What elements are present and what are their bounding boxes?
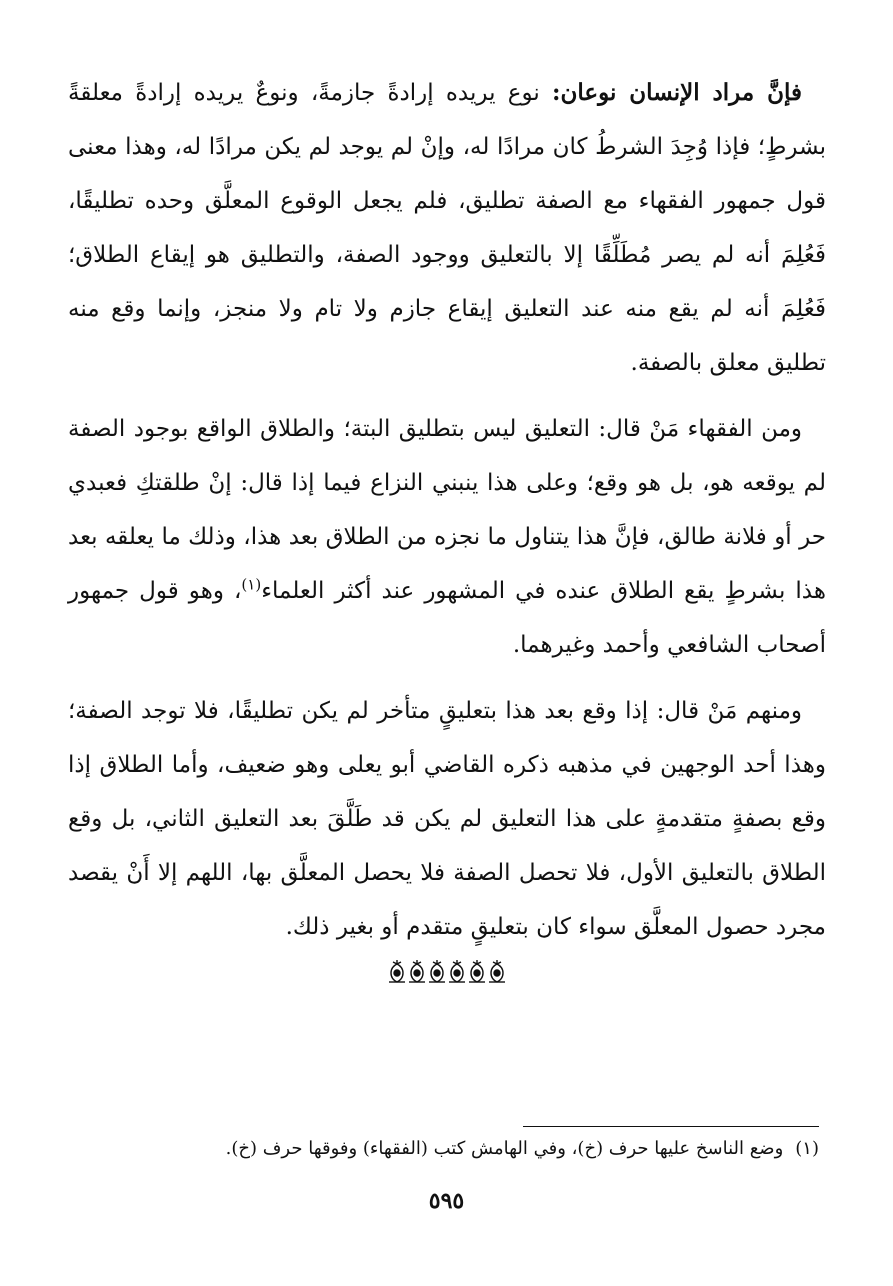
paragraph-1-lead: فإنَّ مراد الإنسان نوعان: bbox=[551, 79, 803, 106]
paragraph-2-text-after: ، وهو قول جمهور أصحاب الشافعي وأحمد وغيرهما. bbox=[68, 578, 826, 658]
footnote-reference[interactable]: (١) bbox=[241, 575, 262, 594]
paragraph-1-text: نوع يريده إرادةً جازمةً، ونوعٌ يريده إرادةً معلقةً بشرطٍ؛ فإذا وُجِدَ الشرطُ كان مرادًا له، وإنْ لم يوجد لم يكن مرادًا له، وهذا معنى قول جمهور الفقهاء مع الصفة تطليق، فلم يجعل الوقوع المعلَّق وحده تطليقًا، فَعُلِمَ أنه لم يصر مُطَلِّقًا إلا بالتعليق ووجود الصفة، والتطليق هو إيقاع الطلاق؛ فَعُلِمَ أنه لم يقع منه عند التعليق إيقاع جازم ولا تام ولا منجز، وإنما وقع منه تطليق معلق بالصفة. bbox=[68, 80, 826, 376]
footnote-text: وضع الناسخ عليها حرف (خ)، وفي الهامش كتب (الفقهاء) وفوقها حرف (خ). bbox=[225, 1138, 784, 1159]
paragraph-1 bbox=[68, 66, 826, 390]
paragraph-3-text: ومنهم مَنْ قال: إذا وقع بعد هذا بتعليقٍ متأخر لم يكن تطليقًا، فلا توجد الصفة؛ وهذا أحد الوجهين في مذهبه ذكره القاضي أبو يعلى وهو ضعيف، وأما الطلاق إذا وقع بصفةٍ متقدمةٍ على هذا التعليق لم يكن قد طَلَّقَ بعد التعليق الثاني، بل وقع الطلاق بالتعليق الأول، فلا تحصل الصفة فلا يحصل المعلَّق بها، اللهم إلا أَنْ يقصد مجرد حصول المعلَّق سواء كان بتعليقٍ متقدم أو بغير ذلك. bbox=[68, 698, 826, 940]
paragraph-2-text: ومن الفقهاء مَنْ قال: التعليق ليس بتطليق البتة؛ والطلاق الواقع بوجود الصفة لم يوقعه هو، بل هو وقع؛ وعلى هذا ينبني النزاع فيما إذا قال: إنْ طلقتكِ فعبدي حر أو فلانة طالق، فإنَّ هذا يتناول ما نجزه من الطلاق بعد هذا، وذلك ما يعلقه بعد هذا بشرطٍ يقع الطلاق عنده في المشهور عند أكثر العلماء bbox=[68, 416, 827, 604]
paragraph-3 bbox=[68, 684, 826, 954]
page-body bbox=[68, 66, 826, 966]
paragraph-2 bbox=[68, 402, 826, 672]
footnote bbox=[67, 1133, 819, 1165]
floral-divider-icon bbox=[0, 958, 893, 990]
footnote-separator bbox=[523, 1126, 819, 1127]
page-number: ٥٩٥ bbox=[428, 1188, 465, 1214]
footnote-number: (١) bbox=[795, 1138, 819, 1159]
